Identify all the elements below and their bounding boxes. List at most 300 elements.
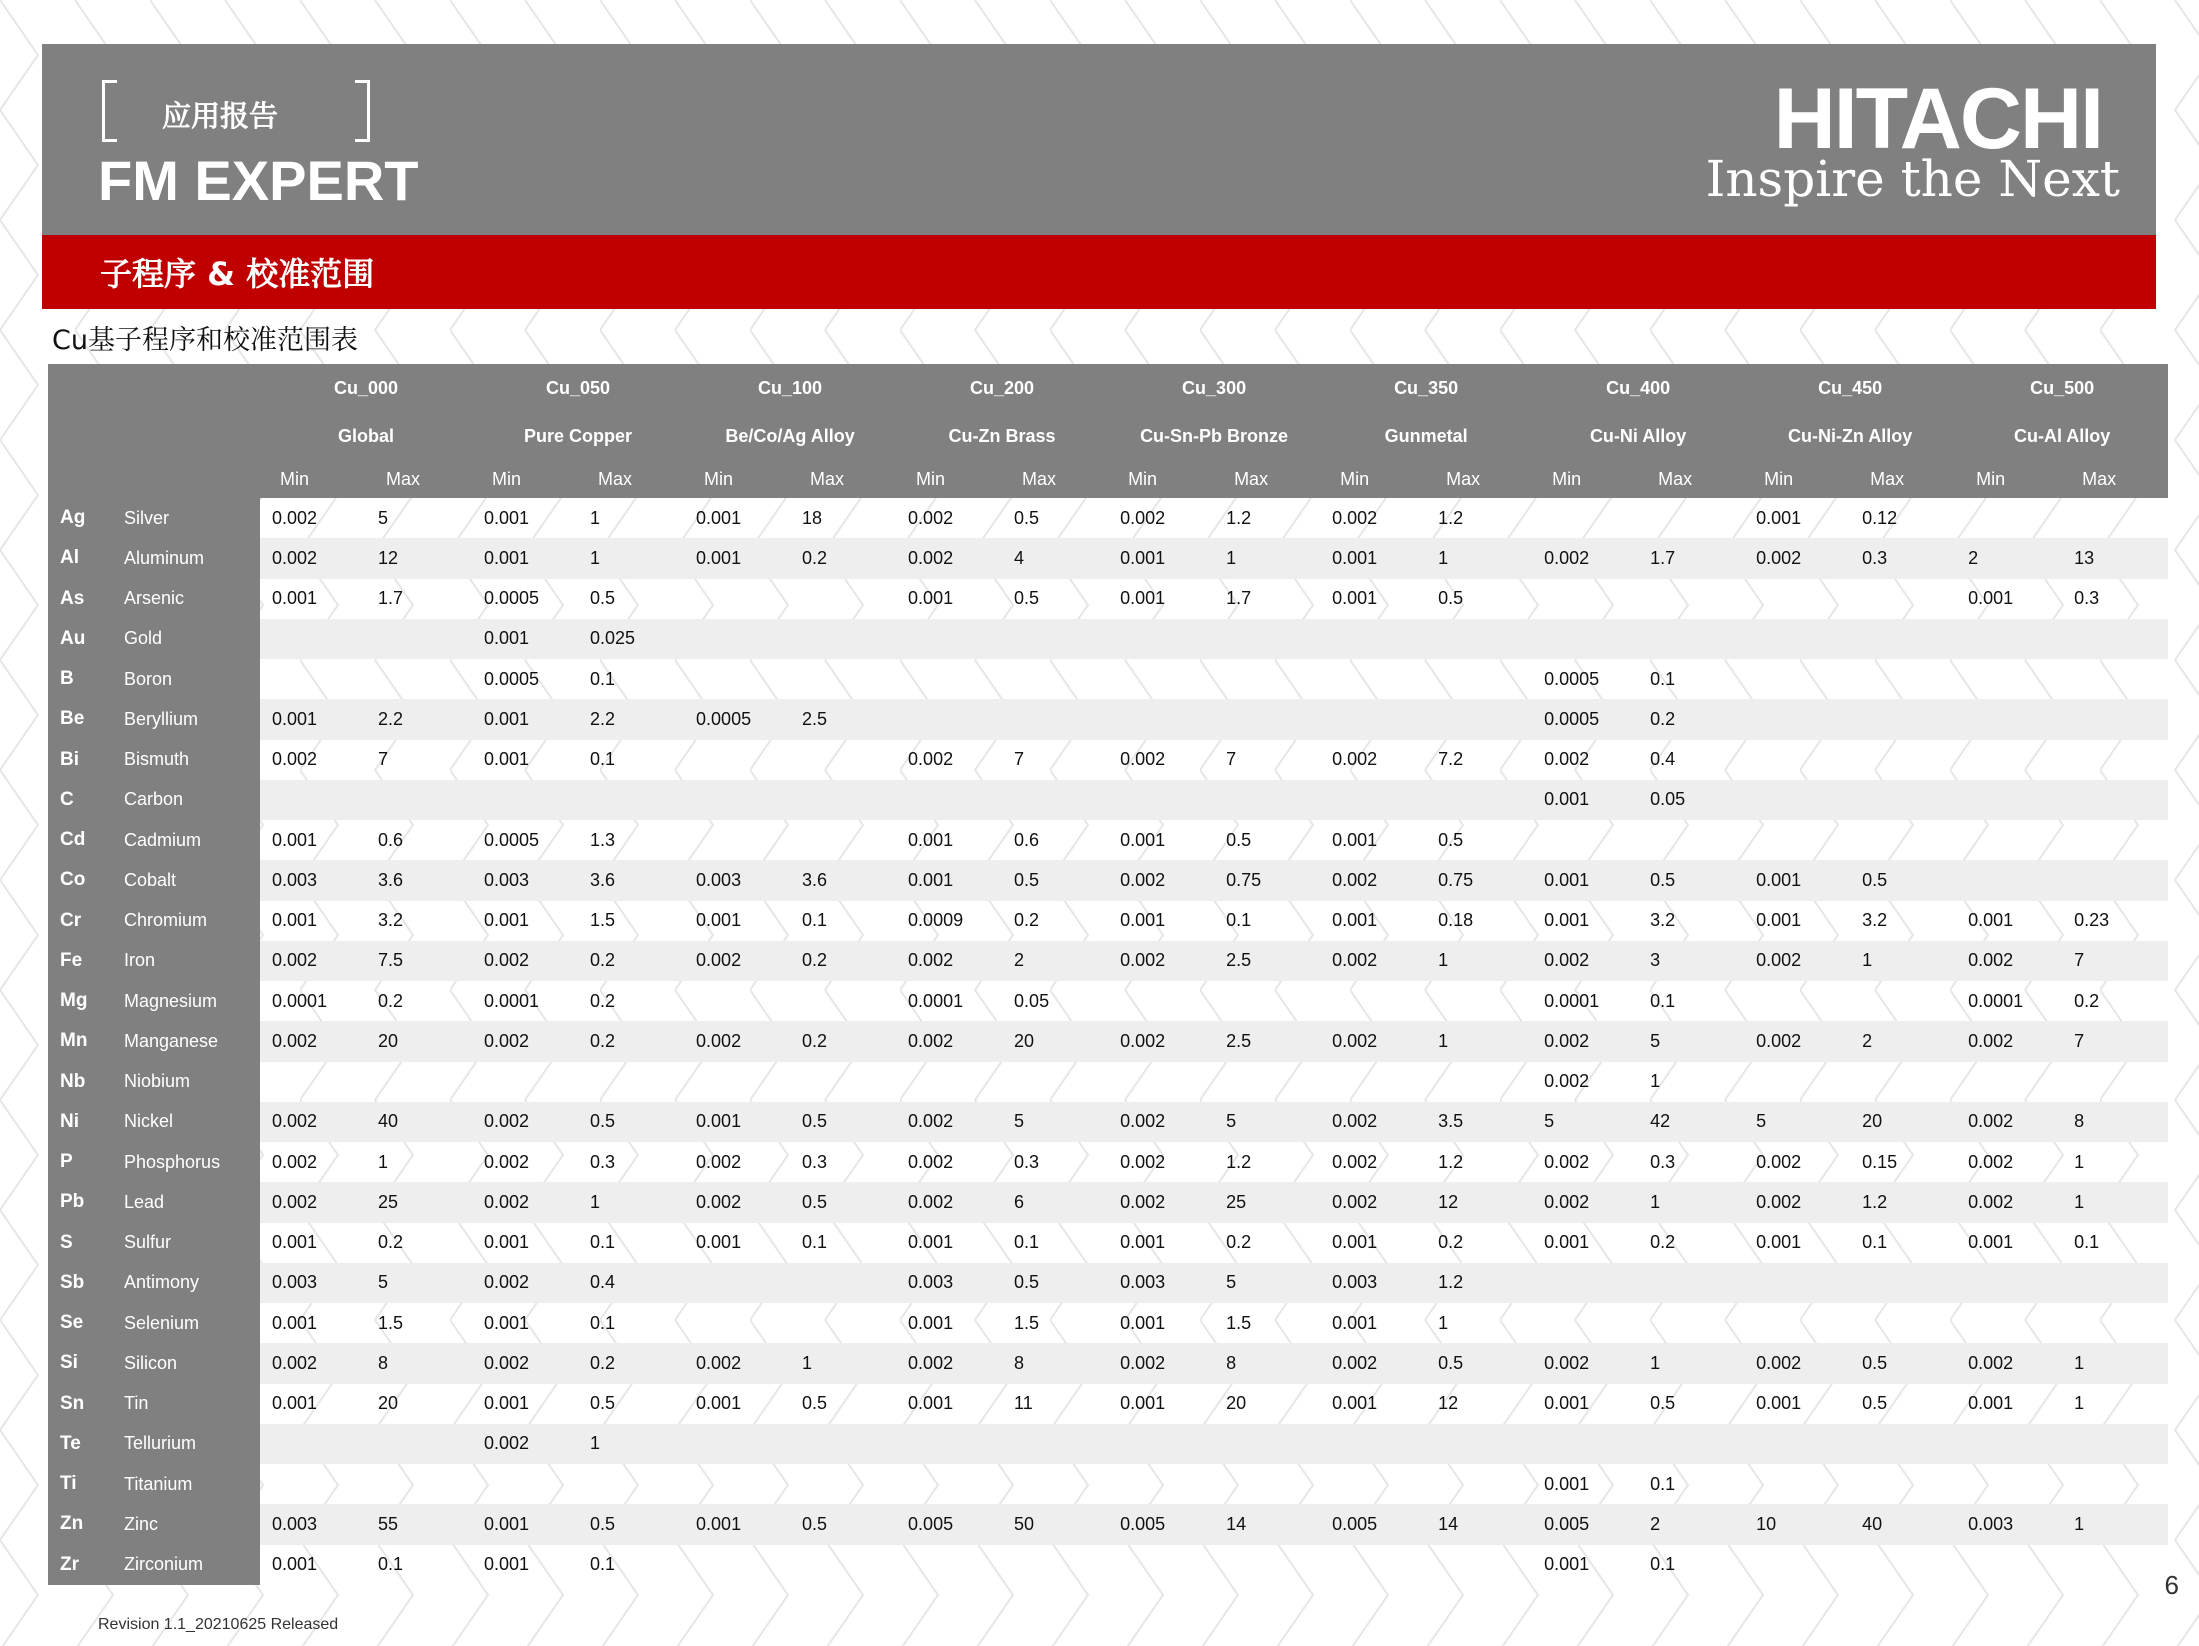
max-value-cell: 2 xyxy=(1002,941,1108,981)
max-value-cell xyxy=(366,659,472,699)
element-name: Gold xyxy=(120,619,260,659)
max-value-cell: 0.75 xyxy=(1214,860,1320,900)
element-symbol: Si xyxy=(48,1343,120,1383)
min-value-cell: 0.001 xyxy=(484,910,530,931)
min-value-cell xyxy=(1744,699,1850,739)
min-value-cell: 0.001 xyxy=(684,1102,790,1142)
max-value-cell: 0.2 xyxy=(790,538,896,578)
max-value-cell: 0.18 xyxy=(1438,910,1474,931)
table-caption: Cu基子程序和校准范围表 xyxy=(52,325,358,356)
min-value-cell: 0.002 xyxy=(1320,1343,1426,1383)
min-value-cell: 0.001 xyxy=(484,507,530,528)
max-value-cell: 1.2 xyxy=(1438,1151,1464,1172)
max-value-cell: 0.3 xyxy=(590,1151,616,1172)
max-value-cell: 0.1 xyxy=(1862,1232,1888,1253)
max-value-cell xyxy=(1426,1464,1532,1504)
min-value-cell: 0.002 xyxy=(1120,749,1166,770)
min-value-cell xyxy=(896,780,1002,820)
min-value-cell: 0.0001 xyxy=(484,990,540,1011)
min-value-cell: 0.0001 xyxy=(1968,990,2024,1011)
max-value-cell: 0.025 xyxy=(578,619,684,659)
min-value-cell: 0.001 xyxy=(272,829,318,850)
min-value-cell xyxy=(684,1424,790,1464)
max-value-cell: 0.5 xyxy=(790,1182,896,1222)
max-value-cell: 42 xyxy=(1638,1102,1744,1142)
max-value-cell: 7.2 xyxy=(1438,749,1464,770)
min-value-cell: 0.002 xyxy=(1744,1343,1850,1383)
max-value-cell: 0.5 xyxy=(802,1393,828,1414)
max-value-cell xyxy=(578,780,684,820)
max-value-cell: 0.1 xyxy=(590,1312,616,1333)
max-value-cell: 0.75 xyxy=(1426,860,1532,900)
min-value-cell: 0.001 xyxy=(484,749,530,770)
max-header: Max xyxy=(790,460,896,498)
max-value-cell xyxy=(1426,1545,1532,1585)
max-value-cell: 1.5 xyxy=(1226,1312,1252,1333)
max-value-cell: 0.5 xyxy=(790,1102,896,1142)
max-value-cell: 0.5 xyxy=(1650,1393,1676,1414)
min-value-cell: 0.001 xyxy=(1544,1554,1590,1575)
max-value-cell: 2.2 xyxy=(366,699,472,739)
max-value-cell: 0.5 xyxy=(1862,1393,1888,1414)
max-value-cell: 3.6 xyxy=(366,860,472,900)
max-value-cell: 0.1 xyxy=(590,1554,616,1575)
min-value-cell xyxy=(1744,659,1850,699)
element-name: Beryllium xyxy=(120,699,260,739)
max-value-cell: 1 xyxy=(378,1151,389,1172)
header-corner xyxy=(48,412,260,460)
min-header: Min xyxy=(1320,460,1426,498)
min-value-cell: 0.001 xyxy=(696,507,742,528)
min-value-cell xyxy=(684,659,790,699)
max-value-cell: 0.2 xyxy=(790,1021,896,1061)
min-value-cell: 0.002 xyxy=(1332,507,1378,528)
max-value-cell xyxy=(1638,820,1744,860)
max-value-cell: 1 xyxy=(578,1424,684,1464)
min-value-cell: 0.002 xyxy=(896,538,1002,578)
min-value-cell: 0.002 xyxy=(1320,1102,1426,1142)
min-value-cell: 0.001 xyxy=(272,1312,318,1333)
min-value-cell: 0.001 xyxy=(1544,1393,1590,1414)
min-value-cell: 0.001 xyxy=(1756,507,1802,528)
max-value-cell: 7 xyxy=(1014,749,1025,770)
element-symbol: Au xyxy=(48,619,120,659)
min-value-cell xyxy=(1532,619,1638,659)
element-name: Silver xyxy=(120,498,260,538)
max-value-cell: 0.2 xyxy=(378,1232,404,1253)
table-row xyxy=(48,820,2168,860)
program-code-header: Cu_350 xyxy=(1320,364,1532,412)
max-value-cell: 1 xyxy=(790,1343,896,1383)
min-value-cell: 0.001 xyxy=(1332,1393,1378,1414)
max-value-cell xyxy=(2062,1464,2168,1504)
table-row xyxy=(48,860,2168,900)
element-name: Selenium xyxy=(120,1303,260,1343)
min-value-cell xyxy=(1956,1062,2062,1102)
max-value-cell: 13 xyxy=(2062,538,2168,578)
max-value-cell: 6 xyxy=(1002,1182,1108,1222)
min-value-cell: 0.002 xyxy=(1120,1151,1166,1172)
min-value-cell: 0.002 xyxy=(1532,538,1638,578)
max-value-cell: 0.5 xyxy=(1438,588,1464,609)
max-value-cell xyxy=(2062,619,2168,659)
min-value-cell: 0.005 xyxy=(1532,1504,1638,1544)
max-value-cell: 0.1 xyxy=(802,910,828,931)
min-value-cell xyxy=(896,1062,1002,1102)
element-symbol: Mn xyxy=(48,1021,120,1061)
table-row xyxy=(48,1102,2168,1142)
min-value-cell xyxy=(1956,1464,2062,1504)
table-row xyxy=(48,1464,2168,1504)
program-name-row xyxy=(48,412,2168,460)
max-value-cell: 40 xyxy=(366,1102,472,1142)
element-symbol: P xyxy=(48,1142,120,1182)
element-name: Arsenic xyxy=(120,579,260,619)
program-code-header: Cu_100 xyxy=(684,364,896,412)
max-value-cell xyxy=(1002,1545,1108,1585)
max-value-cell: 2 xyxy=(1850,1021,1956,1061)
max-value-cell: 0.2 xyxy=(578,1343,684,1383)
min-value-cell: 0.001 xyxy=(472,619,578,659)
max-value-cell: 0.5 xyxy=(1438,829,1464,850)
max-value-cell xyxy=(1214,1062,1320,1102)
min-value-cell: 0.001 xyxy=(696,1393,742,1414)
min-value-cell: 0.001 xyxy=(472,538,578,578)
revision-note: Revision 1.1_20210625 Released xyxy=(98,1616,339,1633)
min-value-cell: 0.001 xyxy=(1968,910,2014,931)
min-value-cell: 0.001 xyxy=(684,538,790,578)
min-header: Min xyxy=(1532,460,1638,498)
max-value-cell xyxy=(790,780,896,820)
table-row xyxy=(48,941,2168,981)
max-value-cell: 0.5 xyxy=(1226,829,1252,850)
max-value-cell xyxy=(1850,1545,1956,1585)
max-value-cell: 55 xyxy=(366,1504,472,1544)
header-corner xyxy=(48,364,260,412)
element-name: Antimony xyxy=(120,1263,260,1303)
max-value-cell: 25 xyxy=(1214,1182,1320,1222)
min-value-cell: 0.002 xyxy=(1120,507,1166,528)
min-value-cell: 0.001 xyxy=(896,860,1002,900)
min-value-cell xyxy=(1532,1303,1638,1343)
max-value-cell: 12 xyxy=(366,538,472,578)
max-value-cell xyxy=(366,619,472,659)
min-value-cell xyxy=(1320,1464,1426,1504)
min-value-cell: 0.001 xyxy=(1332,910,1378,931)
min-value-cell: 0.001 xyxy=(1120,1393,1166,1414)
max-value-cell: 2.2 xyxy=(578,699,684,739)
element-symbol: Te xyxy=(48,1424,120,1464)
max-value-cell: 0.2 xyxy=(590,990,616,1011)
min-value-cell: 0.001 xyxy=(260,699,366,739)
max-value-cell: 0.6 xyxy=(378,829,404,850)
min-value-cell: 0.005 xyxy=(896,1504,1002,1544)
max-value-cell: 0.12 xyxy=(1862,507,1898,528)
element-name: Zirconium xyxy=(120,1545,260,1585)
min-value-cell: 0.001 xyxy=(484,1554,530,1575)
min-value-cell: 0.0005 xyxy=(1544,668,1600,689)
max-value-cell: 14 xyxy=(1214,1504,1320,1544)
min-value-cell: 0.002 xyxy=(472,1102,578,1142)
min-value-cell: 0.001 xyxy=(1332,1312,1378,1333)
max-value-cell xyxy=(1214,981,1320,1021)
min-value-cell xyxy=(1744,1424,1850,1464)
element-name: Niobium xyxy=(120,1062,260,1102)
max-value-cell: 0.2 xyxy=(578,1021,684,1061)
min-value-cell: 0.001 xyxy=(684,1504,790,1544)
max-value-cell: 0.1 xyxy=(1650,1473,1676,1494)
min-value-cell: 0.0005 xyxy=(484,668,540,689)
logo-tagline: Inspire the Next xyxy=(1705,150,2120,208)
min-value-cell xyxy=(1744,1303,1850,1343)
max-value-cell: 0.5 xyxy=(1014,588,1040,609)
element-name: Lead xyxy=(120,1182,260,1222)
max-value-cell xyxy=(1850,579,1956,619)
max-value-cell xyxy=(1638,498,1744,538)
min-value-cell xyxy=(1744,619,1850,659)
element-symbol: S xyxy=(48,1223,120,1263)
max-value-cell: 1.5 xyxy=(378,1312,404,1333)
min-value-cell xyxy=(472,780,578,820)
max-value-cell: 1.7 xyxy=(1638,538,1744,578)
max-value-cell xyxy=(366,1464,472,1504)
max-value-cell: 0.5 xyxy=(1850,1343,1956,1383)
element-name: Sulfur xyxy=(120,1223,260,1263)
max-value-cell: 40 xyxy=(1850,1504,1956,1544)
max-value-cell: 0.5 xyxy=(1426,1343,1532,1383)
max-value-cell xyxy=(1850,699,1956,739)
max-value-cell xyxy=(790,659,896,699)
min-value-cell: 0.002 xyxy=(908,749,954,770)
min-header: Min xyxy=(472,460,578,498)
max-value-cell: 0.1 xyxy=(1014,1232,1040,1253)
min-header: Min xyxy=(1108,460,1214,498)
min-value-cell xyxy=(1108,981,1214,1021)
min-value-cell: 0.003 xyxy=(1956,1504,2062,1544)
table-row xyxy=(48,579,2168,619)
max-value-cell xyxy=(1426,1062,1532,1102)
min-value-cell xyxy=(1744,820,1850,860)
min-value-cell xyxy=(1108,659,1214,699)
min-header: Min xyxy=(1956,460,2062,498)
max-header: Max xyxy=(2062,460,2168,498)
max-value-cell: 0.23 xyxy=(2074,910,2110,931)
max-value-cell: 0.15 xyxy=(1862,1151,1898,1172)
min-value-cell: 0.002 xyxy=(260,538,366,578)
min-value-cell xyxy=(1108,619,1214,659)
min-value-cell: 0.002 xyxy=(908,507,954,528)
max-value-cell: 0.1 xyxy=(1650,668,1676,689)
max-value-cell: 5 xyxy=(378,507,389,528)
max-value-cell: 8 xyxy=(1002,1343,1108,1383)
header-corner xyxy=(48,460,260,498)
min-value-cell: 0.002 xyxy=(696,1151,742,1172)
min-value-cell: 0.001 xyxy=(1532,780,1638,820)
min-value-cell xyxy=(1108,1545,1214,1585)
max-value-cell: 5 xyxy=(1214,1102,1320,1142)
max-value-cell: 11 xyxy=(1014,1393,1033,1414)
min-value-cell: 0.003 xyxy=(1108,1263,1214,1303)
min-value-cell: 0.001 xyxy=(1744,860,1850,900)
element-symbol: Be xyxy=(48,699,120,739)
min-value-cell: 0.002 xyxy=(908,1151,954,1172)
element-symbol: Bi xyxy=(48,740,120,780)
min-value-cell: 0.002 xyxy=(1532,1182,1638,1222)
program-code-header: Cu_450 xyxy=(1744,364,1956,412)
max-value-cell xyxy=(1426,780,1532,820)
element-symbol: Ni xyxy=(48,1102,120,1142)
min-value-cell: 0.002 xyxy=(260,1102,366,1142)
max-value-cell xyxy=(790,579,896,619)
max-value-cell: 0.2 xyxy=(1014,910,1040,931)
max-value-cell: 0.05 xyxy=(1638,780,1744,820)
min-value-cell xyxy=(1320,1424,1426,1464)
max-value-cell: 0.5 xyxy=(578,1504,684,1544)
min-value-cell xyxy=(1532,498,1638,538)
min-value-cell: 0.002 xyxy=(1108,1182,1214,1222)
min-value-cell xyxy=(684,579,790,619)
min-value-cell: 0.002 xyxy=(1108,1102,1214,1142)
max-value-cell xyxy=(1214,699,1320,739)
max-value-cell: 14 xyxy=(1426,1504,1532,1544)
min-value-cell: 0.002 xyxy=(1108,941,1214,981)
min-value-cell xyxy=(260,780,366,820)
min-value-cell: 0.001 xyxy=(696,1232,742,1253)
min-value-cell: 0.001 xyxy=(1544,910,1590,931)
table-row xyxy=(48,1062,2168,1102)
min-value-cell xyxy=(896,619,1002,659)
min-value-cell: 0.0001 xyxy=(908,990,964,1011)
min-value-cell: 0.002 xyxy=(1332,749,1378,770)
max-value-cell: 20 xyxy=(366,1021,472,1061)
element-name: Chromium xyxy=(120,901,260,941)
element-symbol: Co xyxy=(48,860,120,900)
min-value-cell xyxy=(684,820,790,860)
min-value-cell xyxy=(1744,740,1850,780)
max-value-cell xyxy=(2062,1303,2168,1343)
min-value-cell: 0.002 xyxy=(1956,1343,2062,1383)
element-symbol: C xyxy=(48,780,120,820)
min-value-cell xyxy=(1744,981,1850,1021)
max-value-cell: 1 xyxy=(590,507,601,528)
min-value-cell: 0.001 xyxy=(1120,829,1166,850)
min-value-cell: 0.001 xyxy=(1968,588,2014,609)
max-value-cell: 0.5 xyxy=(578,1102,684,1142)
min-value-cell xyxy=(1532,1263,1638,1303)
element-symbol: Zr xyxy=(48,1545,120,1585)
min-value-cell: 0.005 xyxy=(1320,1504,1426,1544)
program-code-row xyxy=(48,364,2168,412)
min-value-cell: 0.002 xyxy=(1320,860,1426,900)
min-value-cell xyxy=(1320,1545,1426,1585)
max-value-cell: 1 xyxy=(1426,1021,1532,1061)
max-value-cell xyxy=(1850,1464,1956,1504)
table-row xyxy=(48,699,2168,739)
max-value-cell: 0.5 xyxy=(1002,860,1108,900)
min-value-cell: 0.001 xyxy=(1332,829,1378,850)
min-value-cell: 0.002 xyxy=(472,1182,578,1222)
max-value-cell xyxy=(790,619,896,659)
max-value-cell xyxy=(1638,1263,1744,1303)
min-value-cell: 0.002 xyxy=(1332,1151,1378,1172)
max-value-cell: 50 xyxy=(1002,1504,1108,1544)
min-value-cell xyxy=(1320,659,1426,699)
element-name: Zinc xyxy=(120,1504,260,1544)
element-symbol: Zn xyxy=(48,1504,120,1544)
table-row xyxy=(48,498,2168,538)
element-name: Iron xyxy=(120,941,260,981)
min-value-cell: 0.002 xyxy=(472,941,578,981)
min-value-cell xyxy=(1108,699,1214,739)
max-value-cell: 8 xyxy=(1214,1343,1320,1383)
max-value-cell xyxy=(1850,1424,1956,1464)
program-name-header: Cu-Al Alloy xyxy=(1956,412,2168,460)
min-value-cell xyxy=(1956,659,2062,699)
min-value-cell: 2 xyxy=(1956,538,2062,578)
min-value-cell: 0.001 xyxy=(472,699,578,739)
table-row xyxy=(48,659,2168,699)
min-value-cell: 0.002 xyxy=(472,1021,578,1061)
min-value-cell: 0.001 xyxy=(1544,1473,1590,1494)
min-value-cell: 0.003 xyxy=(260,860,366,900)
element-name: Cobalt xyxy=(120,860,260,900)
hitachi-logo: HITACHI xyxy=(1773,71,2102,167)
min-value-cell xyxy=(1744,579,1850,619)
max-value-cell xyxy=(1002,659,1108,699)
element-symbol: Se xyxy=(48,1303,120,1343)
element-name: Silicon xyxy=(120,1343,260,1383)
min-value-cell xyxy=(1108,780,1214,820)
max-value-cell: 0.4 xyxy=(578,1263,684,1303)
min-value-cell xyxy=(1108,1424,1214,1464)
table-row xyxy=(48,1504,2168,1544)
report-header xyxy=(42,44,2156,235)
program-code-header: Cu_200 xyxy=(896,364,1108,412)
min-value-cell: 0.002 xyxy=(484,1151,530,1172)
table-row xyxy=(48,1142,2168,1182)
max-value-cell: 1.5 xyxy=(590,910,616,931)
max-value-cell xyxy=(1214,1464,1320,1504)
max-value-cell xyxy=(1426,1424,1532,1464)
max-value-cell: 1.2 xyxy=(1850,1182,1956,1222)
min-value-cell xyxy=(684,740,790,780)
min-value-cell xyxy=(684,1263,790,1303)
element-symbol: Sb xyxy=(48,1263,120,1303)
min-value-cell: 0.002 xyxy=(1532,1021,1638,1061)
max-value-cell xyxy=(1850,740,1956,780)
min-value-cell: 0.001 xyxy=(908,588,954,609)
min-value-cell: 0.003 xyxy=(260,1504,366,1544)
max-value-cell: 0.1 xyxy=(2074,1232,2100,1253)
min-value-cell xyxy=(1320,699,1426,739)
min-value-cell xyxy=(1956,619,2062,659)
max-value-cell: 25 xyxy=(366,1182,472,1222)
min-value-cell: 0.001 xyxy=(1332,1232,1378,1253)
element-symbol: As xyxy=(48,579,120,619)
max-value-cell: 3.2 xyxy=(1650,910,1676,931)
max-value-cell: 1.2 xyxy=(1438,507,1464,528)
min-value-cell xyxy=(1532,1424,1638,1464)
max-value-cell: 0.2 xyxy=(578,941,684,981)
table-row xyxy=(48,740,2168,780)
min-value-cell: 0.002 xyxy=(472,1263,578,1303)
max-header: Max xyxy=(1638,460,1744,498)
max-value-cell: 5 xyxy=(1002,1102,1108,1142)
min-value-cell xyxy=(684,780,790,820)
max-value-cell: 0.3 xyxy=(2074,588,2100,609)
max-value-cell: 3.2 xyxy=(378,910,404,931)
max-value-cell xyxy=(790,1263,896,1303)
